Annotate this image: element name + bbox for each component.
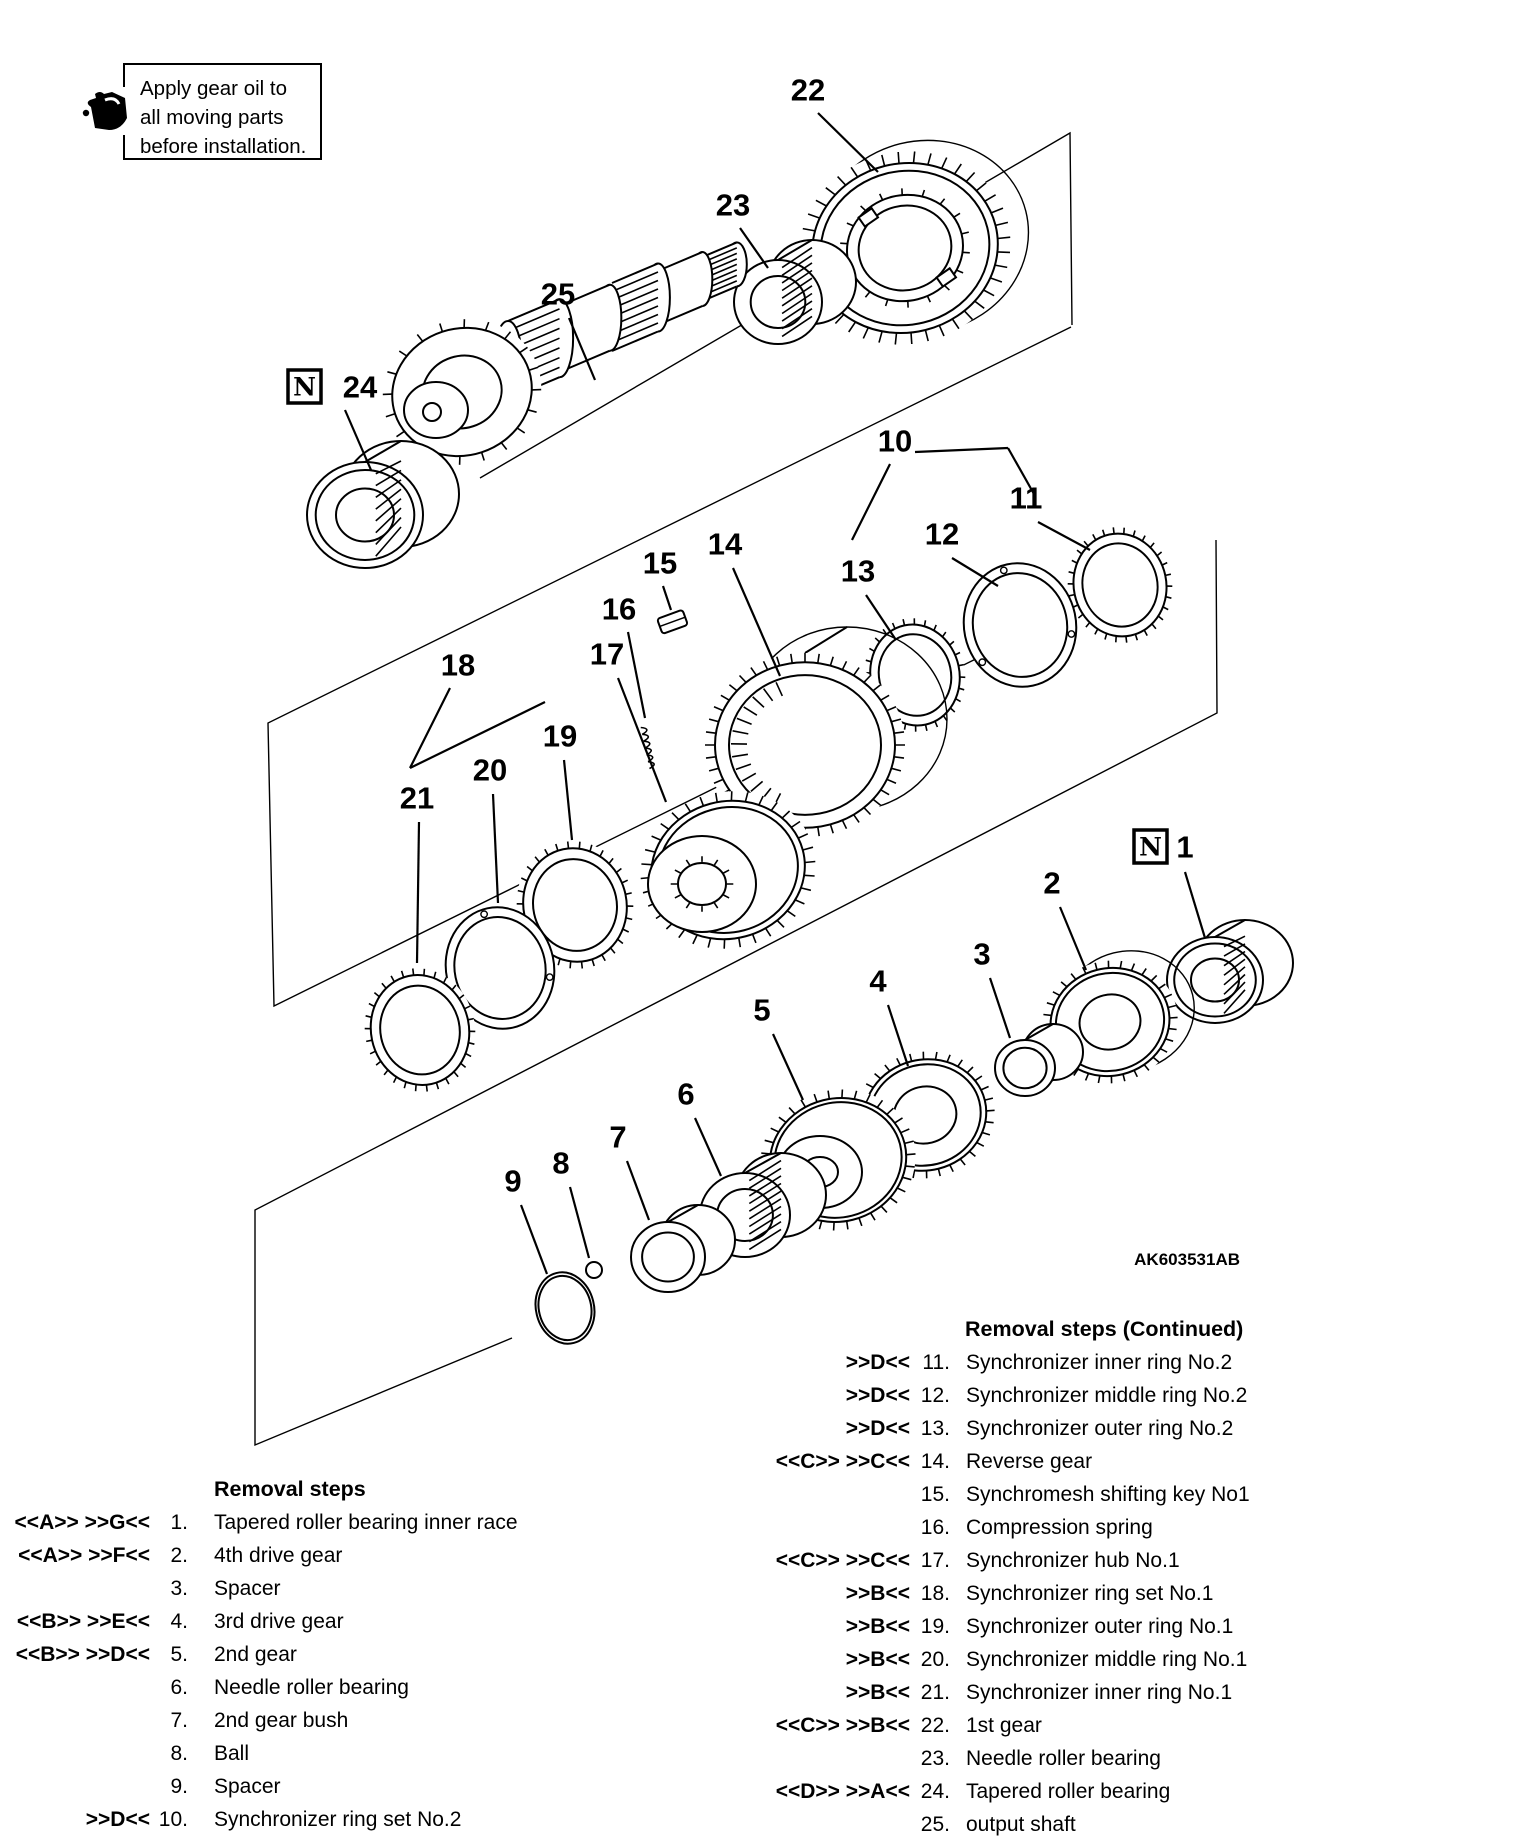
step-marker: >>B<< bbox=[845, 1648, 910, 1671]
removal-step-continued-row bbox=[730, 1610, 1250, 1643]
step-name: Compression spring bbox=[966, 1516, 1153, 1539]
leader-line bbox=[733, 568, 780, 676]
removal-step-continued-row bbox=[730, 1709, 1250, 1742]
step-marker: >>D<< bbox=[845, 1417, 910, 1440]
removal-step-continued-row bbox=[730, 1577, 1250, 1610]
step-marker: <<C>> >>C<< bbox=[775, 1450, 910, 1473]
step-number: 17. bbox=[920, 1549, 950, 1572]
callout-number: 4 bbox=[869, 963, 887, 999]
removal-step-continued-row bbox=[730, 1775, 1250, 1808]
step-number: 1. bbox=[170, 1511, 188, 1534]
callout-number: 6 bbox=[677, 1076, 695, 1112]
step-number: 4. bbox=[170, 1610, 188, 1633]
step-number: 11. bbox=[922, 1351, 950, 1374]
callout-number: 14 bbox=[707, 526, 743, 562]
callout-number: 23 bbox=[715, 187, 751, 223]
step-name: 2nd gear bbox=[214, 1643, 297, 1666]
part-8-ball bbox=[586, 1262, 602, 1278]
step-number: 21. bbox=[920, 1681, 950, 1704]
oil-can-icon bbox=[79, 87, 133, 135]
callout-number: 12 bbox=[924, 516, 960, 552]
callout-14 bbox=[708, 527, 780, 677]
callout-18 bbox=[410, 648, 545, 769]
step-number: 16. bbox=[920, 1516, 950, 1539]
removal-step-row bbox=[0, 1737, 518, 1770]
step-name: Synchronizer hub No.1 bbox=[966, 1549, 1180, 1572]
step-name: 4th drive gear bbox=[214, 1544, 343, 1567]
step-name: Tapered roller bearing inner race bbox=[214, 1511, 518, 1534]
leader-line bbox=[628, 632, 645, 718]
step-number: 7. bbox=[170, 1709, 188, 1732]
step-number: 2. bbox=[170, 1544, 188, 1567]
callout-number: 10 bbox=[877, 423, 913, 459]
removal-steps-heading: Removal steps bbox=[214, 1477, 366, 1501]
removal-step-continued-row bbox=[730, 1511, 1250, 1544]
callout-15 bbox=[643, 546, 677, 611]
figure-code: AK603531AB bbox=[1134, 1250, 1240, 1269]
callout-4 bbox=[869, 964, 908, 1067]
removal-steps-rows bbox=[0, 1506, 518, 1836]
removal-step-continued-row bbox=[730, 1478, 1250, 1511]
step-name: Synchronizer middle ring No.1 bbox=[966, 1648, 1248, 1671]
callout-5 bbox=[753, 993, 803, 1101]
step-name: Synchronizer outer ring No.2 bbox=[966, 1417, 1234, 1440]
callout-number: 22 bbox=[790, 72, 826, 108]
part-12-synchronizer-middle-ring-no2 bbox=[952, 553, 1087, 698]
callout-number: 9 bbox=[504, 1163, 522, 1199]
leader-line bbox=[410, 688, 450, 768]
step-name: Spacer bbox=[214, 1775, 281, 1798]
step-number: 5. bbox=[170, 1643, 188, 1666]
removal-step-row bbox=[0, 1803, 518, 1836]
step-name: 1st gear bbox=[966, 1714, 1042, 1737]
callout-number: 3 bbox=[973, 936, 991, 972]
note-line: before installation. bbox=[140, 135, 307, 158]
callout-number: 20 bbox=[472, 752, 508, 788]
step-marker bbox=[0, 1572, 150, 1605]
step-name: Synchromesh shifting key No1 bbox=[966, 1483, 1250, 1506]
leader-line bbox=[1038, 522, 1090, 550]
callout-20 bbox=[473, 753, 507, 904]
callout-1 bbox=[1134, 830, 1205, 939]
step-name: Needle roller bearing bbox=[214, 1676, 409, 1699]
removal-step-row bbox=[0, 1704, 518, 1737]
step-marker: <<B>> >>D<< bbox=[15, 1643, 150, 1666]
leader-line bbox=[852, 464, 890, 540]
removal-step-row bbox=[0, 1539, 518, 1572]
step-number: 12. bbox=[920, 1384, 950, 1407]
step-number: 13. bbox=[920, 1417, 950, 1440]
step-name: 3rd drive gear bbox=[214, 1610, 344, 1633]
step-marker: >>B<< bbox=[845, 1615, 910, 1638]
removal-step-continued-row bbox=[730, 1808, 1250, 1841]
removal-step-row bbox=[0, 1671, 518, 1704]
step-number: 25. bbox=[920, 1813, 950, 1836]
callout-number: 7 bbox=[609, 1119, 627, 1155]
removal-step-continued-row bbox=[730, 1742, 1250, 1775]
leader-line bbox=[417, 822, 419, 963]
part-24-tapered-roller-bearing bbox=[307, 441, 459, 568]
part-9-spacer bbox=[528, 1266, 602, 1350]
step-name: Synchronizer inner ring No.1 bbox=[966, 1681, 1233, 1704]
step-marker: >>D<< bbox=[845, 1384, 910, 1407]
step-marker: <<C>> >>B<< bbox=[775, 1714, 910, 1737]
leader-line bbox=[888, 1005, 908, 1066]
callout-number: 2 bbox=[1043, 865, 1061, 901]
step-number: 6. bbox=[170, 1676, 188, 1699]
step-number: 14. bbox=[920, 1450, 950, 1473]
note-line: Apply gear oil to bbox=[140, 77, 288, 100]
removal-step-row bbox=[0, 1770, 518, 1803]
callout-2 bbox=[1043, 866, 1086, 971]
leader-line bbox=[521, 1205, 547, 1274]
step-marker bbox=[0, 1737, 150, 1770]
step-name: Synchronizer ring set No.1 bbox=[966, 1582, 1214, 1605]
step-number: 22. bbox=[920, 1714, 950, 1737]
removal-step-continued-row bbox=[730, 1676, 1250, 1709]
step-marker: >>B<< bbox=[845, 1582, 910, 1605]
leader-line bbox=[818, 113, 878, 172]
callout-22 bbox=[791, 73, 878, 173]
callout-11 bbox=[1010, 481, 1090, 551]
step-marker bbox=[730, 1478, 910, 1511]
removal-step-continued-row bbox=[730, 1544, 1250, 1577]
leader-line bbox=[618, 678, 666, 802]
step-name: Synchronizer middle ring No.2 bbox=[966, 1384, 1248, 1407]
callout-number: 15 bbox=[642, 545, 678, 581]
removal-step-row bbox=[0, 1638, 518, 1671]
leader-line bbox=[990, 978, 1010, 1038]
callout-9 bbox=[504, 1164, 547, 1275]
removal-step-continued-row bbox=[730, 1445, 1250, 1478]
step-marker: <<B>> >>E<< bbox=[16, 1610, 150, 1633]
part-7-2nd-gear-bush bbox=[631, 1205, 735, 1292]
callout-number: 24 bbox=[342, 369, 378, 405]
step-number: 9. bbox=[170, 1775, 188, 1798]
step-marker bbox=[730, 1511, 910, 1544]
step-marker: >>D<< bbox=[85, 1808, 150, 1831]
step-name: Spacer bbox=[214, 1577, 281, 1600]
removal-step-continued-row bbox=[730, 1412, 1250, 1445]
callout-17 bbox=[590, 637, 666, 803]
step-marker bbox=[0, 1704, 150, 1737]
callout-number: 25 bbox=[540, 276, 576, 312]
leader-line bbox=[695, 1118, 721, 1176]
callout-8 bbox=[552, 1146, 589, 1259]
step-name: Tapered roller bearing bbox=[966, 1780, 1171, 1803]
leader-line bbox=[773, 1034, 803, 1100]
step-number: 18. bbox=[920, 1582, 950, 1605]
removal-step-row bbox=[0, 1506, 518, 1539]
step-number: 15. bbox=[920, 1483, 950, 1506]
callout-number: 11 bbox=[1009, 480, 1043, 516]
step-marker: >>D<< bbox=[845, 1351, 910, 1374]
step-marker bbox=[0, 1770, 150, 1803]
step-name: Synchronizer outer ring No.1 bbox=[966, 1615, 1234, 1638]
leader-line bbox=[915, 448, 1008, 452]
note-box bbox=[123, 63, 322, 160]
note-text bbox=[140, 74, 306, 161]
removal-step-row bbox=[0, 1605, 518, 1638]
callout-number: 18 bbox=[440, 647, 476, 683]
leader-line bbox=[564, 760, 572, 840]
removal-step-continued-row bbox=[730, 1346, 1250, 1379]
removal-step-row bbox=[0, 1572, 518, 1605]
step-marker: <<C>> >>C<< bbox=[775, 1549, 910, 1572]
step-name: Synchronizer inner ring No.2 bbox=[966, 1351, 1233, 1374]
step-name: Synchronizer ring set No.2 bbox=[214, 1808, 462, 1831]
step-marker bbox=[730, 1808, 910, 1841]
step-name: Reverse gear bbox=[966, 1450, 1093, 1473]
step-name: Needle roller bearing bbox=[966, 1747, 1161, 1770]
callout-number: 13 bbox=[840, 553, 876, 589]
leader-line bbox=[1060, 907, 1086, 970]
leader-line bbox=[627, 1161, 649, 1220]
step-number: 20. bbox=[920, 1648, 950, 1671]
removal-step-continued-row bbox=[730, 1643, 1250, 1676]
part-15-synchromesh-shifting-key-no1 bbox=[657, 610, 688, 634]
step-number: 23. bbox=[920, 1747, 950, 1770]
note-symbol-n: N bbox=[293, 372, 316, 402]
callout-number: 17 bbox=[589, 636, 625, 672]
step-marker: <<A>> >>F<< bbox=[18, 1544, 150, 1567]
removal-steps-continued-heading: Removal steps (Continued) bbox=[965, 1317, 1244, 1341]
step-marker: <<D>> >>A<< bbox=[775, 1780, 910, 1803]
removal-steps-continued-rows bbox=[730, 1346, 1250, 1841]
callout-3 bbox=[973, 937, 1010, 1039]
callout-24 bbox=[288, 370, 378, 471]
step-number: 10. bbox=[158, 1808, 188, 1831]
leader-line bbox=[493, 794, 498, 903]
callout-number: 19 bbox=[542, 718, 578, 754]
step-number: 3. bbox=[170, 1577, 188, 1600]
part-1-tapered-roller-bearing-inner-race bbox=[1167, 920, 1293, 1023]
step-name: output shaft bbox=[966, 1813, 1076, 1836]
step-marker bbox=[730, 1742, 910, 1775]
removal-steps-list bbox=[0, 1473, 518, 1836]
leader-line bbox=[1185, 872, 1205, 938]
callout-7 bbox=[609, 1120, 649, 1221]
removal-steps-continued-list bbox=[730, 1313, 1250, 1841]
callout-21 bbox=[400, 781, 434, 964]
step-name: 2nd gear bush bbox=[214, 1709, 349, 1732]
callout-number: 16 bbox=[601, 591, 637, 627]
callout-number: 21 bbox=[399, 780, 435, 816]
step-marker bbox=[0, 1671, 150, 1704]
note-symbol-n: N bbox=[1139, 832, 1162, 862]
step-number: 24. bbox=[920, 1780, 950, 1803]
callout-number: 5 bbox=[753, 992, 771, 1028]
removal-step-continued-row bbox=[730, 1379, 1250, 1412]
callout-number: 1 bbox=[1176, 829, 1194, 865]
step-number: 8. bbox=[170, 1742, 188, 1765]
callout-number: 8 bbox=[552, 1145, 570, 1181]
part-23-needle-roller-bearing bbox=[734, 240, 856, 344]
step-number: 19. bbox=[920, 1615, 950, 1638]
callout-6 bbox=[677, 1077, 721, 1177]
part-16-compression-spring bbox=[641, 726, 655, 768]
leader-line bbox=[663, 586, 671, 610]
note-line: all moving parts bbox=[140, 106, 284, 129]
step-marker: >>B<< bbox=[845, 1681, 910, 1704]
step-marker: <<A>> >>G<< bbox=[14, 1511, 150, 1534]
leader-line bbox=[570, 1187, 589, 1258]
callout-19 bbox=[543, 719, 577, 841]
step-name: Ball bbox=[214, 1742, 250, 1765]
